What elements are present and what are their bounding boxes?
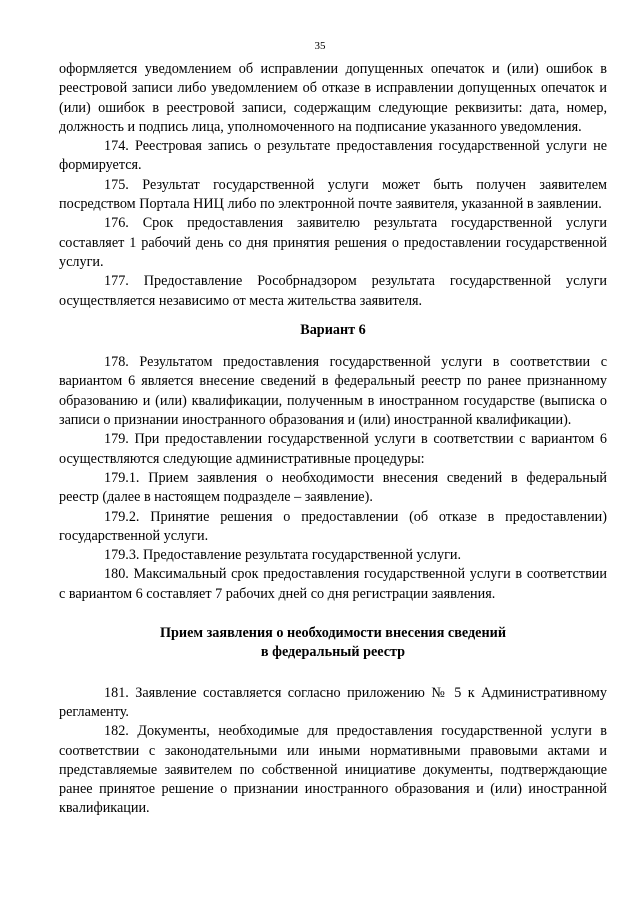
paragraph-175: 175. Результат государственной услуги может быть получен заявителем посредством Портала НИЦ либо по электронной почте заявителя, указанной в заявлении. xyxy=(59,176,607,213)
section-heading-line-2: в федеральный реестр xyxy=(260,644,406,661)
paragraph-continuation: оформляется уведомлением об исправлении допущенных опечаток и (или) ошибок в реестровой записи либо уведомлением об отказе в исправлении допущенных опечаток и (или) ошибок в реестровой записи, содержащим следующие реквизиты: дата, номер, должность и подпись лица, уполномоченного на подписание указанного уведомления. xyxy=(59,61,607,135)
paragraph-178: 178. Результатом предоставления государственной услуги в соответствии с вариантом 6 является внесение сведений в федеральный реестр по ранее признанному образованию и (или) квалификации, полученным в иностранном государстве (выписка о записи о признании иностранного образования и (или) иностранной квалификации). xyxy=(59,354,607,429)
paragraph-177: 177. Предоставление Рособрнадзором результата государственной услуги осуществляется независимо от места жительства заявителя. xyxy=(59,273,607,309)
paragraph-179: 179. При предоставлении государственной услуги в соответствии с вариантом 6 осуществляются следующие административные процедуры: xyxy=(59,431,607,467)
document-body xyxy=(59,60,607,819)
page-number: 35 xyxy=(314,40,326,52)
paragraph-182: 182. Документы, необходимые для предоставления государственной услуги в соответствии с законодательными или иными нормативными правовыми актами и представляемые заявителем по собственной инициативе документы, подтверждающие ранее принятое решение о признании иностранного образования и (или) иностранной квалификации. xyxy=(59,723,607,817)
paragraph-179-2: 179.2. Принятие решения о предоставлении (об отказе в предоставлении) государственной услуги. xyxy=(59,508,607,544)
paragraph-176: 176. Срок предоставления заявителю результата государственной услуги составляет 1 рабочий день со дня принятия решения о предоставлении государственной услуги. xyxy=(59,215,607,270)
paragraph-174: 174. Реестровая запись о результате предоставления государственной услуги не формируется. xyxy=(59,138,607,174)
paragraph-179-3: 179.3. Предоставление результата государственной услуги. xyxy=(104,547,462,564)
paragraph-181: 181. Заявление составляется согласно приложению № 5 к Административному регламенту. xyxy=(59,684,607,720)
section-heading xyxy=(59,624,607,663)
paragraph-179-1: 179.1. Прием заявления о необходимости внесения сведений в федеральный реестр (далее в настоящем подразделе – заявление). xyxy=(59,469,607,506)
heading-variant-6: Вариант 6 xyxy=(300,321,366,338)
section-heading-line-1: Прием заявления о необходимости внесения сведений xyxy=(160,625,506,642)
paragraph-180: 180. Максимальный срок предоставления государственной услуги в соответствии с вариантом 6 составляет 7 рабочих дней со дня регистрации заявления. xyxy=(59,566,607,602)
